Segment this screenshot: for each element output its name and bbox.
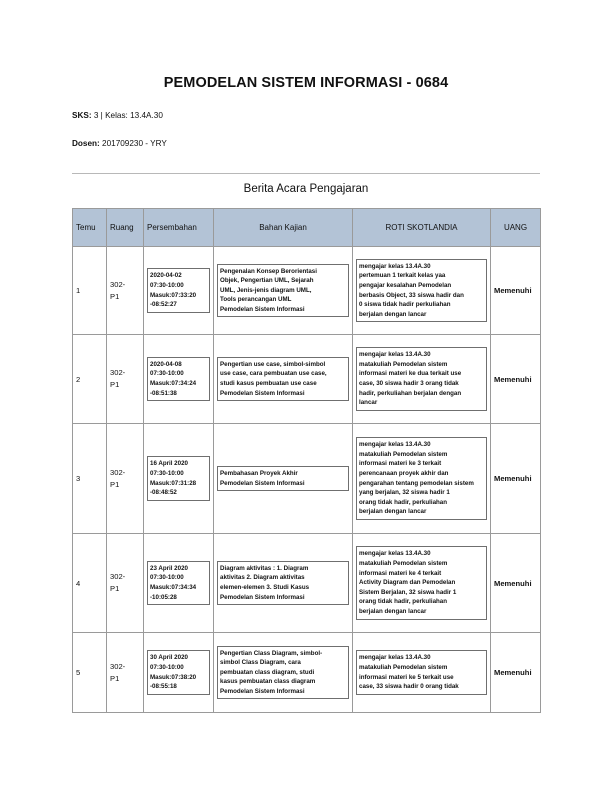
header-uang: UANG <box>491 209 541 247</box>
page-title: PEMODELAN SISTEM INFORMASI - 0684 <box>163 75 449 91</box>
cell-bahan-kajian: Pengertian Class Diagram, simbol- simbol Class Diagram, cara pembuatan class diagram, studi kasus pembuatan class diagram Pemodelan Sistem Informasi <box>217 646 349 700</box>
table-row <box>73 534 541 633</box>
cell-roti-skotlandia: mengajar kelas 13.4A.30 matakuliah Pemodelan sistem informasi materi ke 3 terkait perencanaan proyek akhir dan pengarahan tentang pemodelan sistem yang berjalan, 32 siswa hadir 1 orang tidak hadir, perkuliahan berjalan dengan lancar <box>356 437 487 520</box>
cell-persembahan: 23 April 2020 07:30-10:00 Masuk:07:34:34 -10:05:28 <box>147 561 210 605</box>
cell-uang: Memenuhi <box>491 534 541 633</box>
cell-bahan-kajian: Diagram aktivitas : 1. Diagram aktivitas 2. Diagram aktivitas elemen-elemen 3. Studi Kasus Pemodelan Sistem Informasi <box>217 561 349 605</box>
cell-temu: 4 <box>73 534 107 633</box>
table-row <box>73 335 541 424</box>
cell-temu: 3 <box>73 424 107 534</box>
header-ruang: Ruang <box>107 209 144 247</box>
teaching-record-table <box>72 208 541 713</box>
dosen-value: 201709230 - YRY <box>102 139 167 148</box>
cell-persembahan: 16 April 2020 07:30-10:00 Masuk:07:31:28 -08:48:52 <box>147 456 210 500</box>
cell-uang: Memenuhi <box>491 247 541 335</box>
cell-ruang: 302- P1 <box>107 424 144 534</box>
cell-temu: 1 <box>73 247 107 335</box>
sks-value: 3 | Kelas: 13.4A.30 <box>93 111 163 120</box>
cell-bahan-kajian: Pengertian use case, simbol-simbol use case, cara pembuatan use case, studi kasus pembuatan use case Pemodelan Sistem Informasi <box>217 357 349 401</box>
table-row <box>73 424 541 534</box>
course-info <box>72 111 163 120</box>
cell-temu: 2 <box>73 335 107 424</box>
cell-persembahan: 30 April 2020 07:30-10:00 Masuk:07:38:20 -08:55:18 <box>147 650 210 694</box>
dosen-label: Dosen: <box>72 139 100 148</box>
cell-bahan-kajian: Pengenalan Konsep Berorientasi Objek, Pengertian UML, Sejarah UML, Jenis-jenis diagram UML, Tools perancangan UML Pemodelan Sistem Informasi <box>217 264 349 318</box>
table-row <box>73 247 541 335</box>
cell-ruang: 302- P1 <box>107 633 144 713</box>
header-persembahan: Persembahan <box>144 209 214 247</box>
section-title: Berita Acara Pengajaran <box>243 183 369 195</box>
cell-bahan-kajian: Pembahasan Proyek Akhir Pemodelan Sistem Informasi <box>217 466 349 491</box>
cell-uang: Memenuhi <box>491 633 541 713</box>
table-row <box>73 633 541 713</box>
cell-roti-skotlandia: mengajar kelas 13.4A.30 matakuliah Pemodelan sistem informasi materi ke dua terkait use case, 30 siswa hadir 3 orang tidak hadir, perkuliahan berjalan dengan lancar <box>356 347 487 411</box>
header-temu: Temu <box>73 209 107 247</box>
cell-roti-skotlandia: mengajar kelas 13.4A.30 matakuliah Pemodelan sistem informasi materi ke 4 terkait Activity Diagram dan Pemodelan Sistem Berjalan, 32 siswa hadir 1 orang tidak hadir, perkuliahan berjalan dengan lancar <box>356 546 487 619</box>
cell-ruang: 302- P1 <box>107 534 144 633</box>
cell-temu: 5 <box>73 633 107 713</box>
cell-persembahan: 2020-04-02 07:30-10:00 Masuk:07:33:20 -08:52:27 <box>147 268 210 312</box>
cell-roti-skotlandia: mengajar kelas 13.4A.30 pertemuan 1 terkait kelas yaa pengajar kesalahan Pemodelan berbasis Object, 33 siswa hadir dan 0 siswa tidak hadir perkuliahan berjalan dengan lancar <box>356 259 487 323</box>
cell-uang: Memenuhi <box>491 424 541 534</box>
cell-persembahan: 2020-04-08 07:30-10:00 Masuk:07:34:24 -08:51:38 <box>147 357 210 401</box>
header-roti-skotlandia: ROTI SKOTLANDIA <box>353 209 491 247</box>
cell-roti-skotlandia: mengajar kelas 13.4A.30 matakuliah Pemodelan sistem informasi materi ke 5 terkait use case, 33 siswa hadir 0 orang tidak <box>356 650 487 694</box>
cell-ruang: 302- P1 <box>107 247 144 335</box>
cell-ruang: 302- P1 <box>107 335 144 424</box>
cell-uang: Memenuhi <box>491 335 541 424</box>
divider <box>72 173 540 174</box>
table-header-row <box>73 209 541 247</box>
header-bahan-kajian: Bahan Kajian <box>214 209 353 247</box>
lecturer-info <box>72 139 167 148</box>
sks-label: SKS: <box>72 111 92 120</box>
